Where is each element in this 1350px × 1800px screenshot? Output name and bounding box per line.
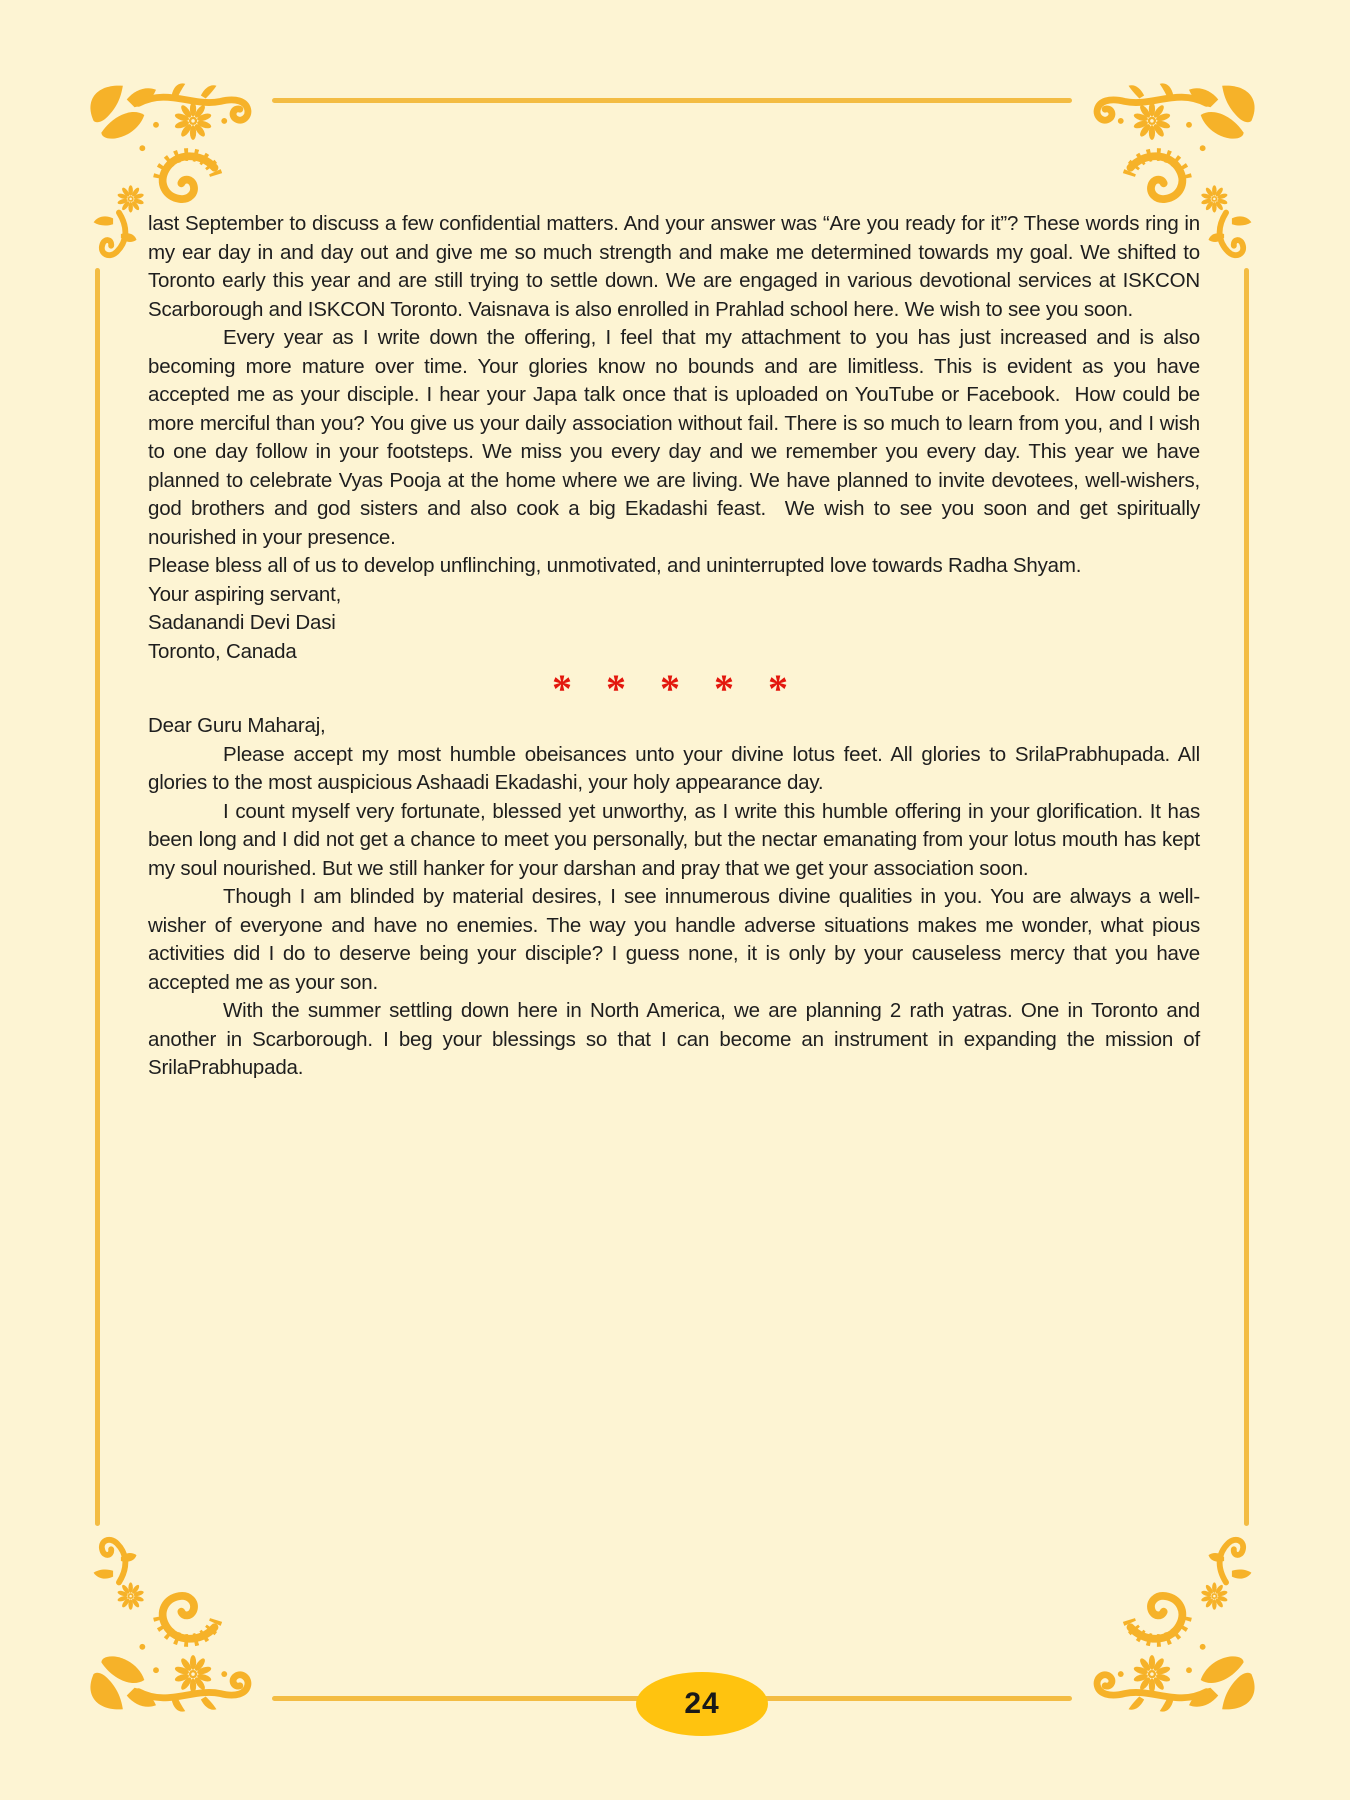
border-line-top xyxy=(272,98,1072,103)
signature-closing: Your aspiring servant, xyxy=(148,582,342,606)
asterisk-separator: * * * * * xyxy=(552,666,796,711)
letter-paragraph: Every year as I write down the offering, I feel that my attachment to you has just increased and is also becoming more mature over time. Your glories know no bounds and are limitless. This is evident as you have accepted me as your disciple. I hear your Japa talk once that is uploaded on YouTube or Facebook. How could be more merciful than you? You give us your daily association without fail. There is so much to learn from you, and I wish to one day follow in your footsteps. We miss you every day and we remember you every day. This year we have planned to celebrate Vyas Pooja at the home where we are living. We have planned to invite devotees, well-wishers, god brothers and god sisters and also cook a big Ekadashi feast. We wish to see you soon and get spiritually nourished in your presence. xyxy=(148,326,1200,549)
border-line-left xyxy=(95,268,100,1526)
floral-corner-ornament-icon xyxy=(78,1522,273,1717)
letter-paragraph: Please accept my most humble obeisances unto your divine lotus feet. All glories to SrilaPrabhupada. All glories to the most auspicious Ashaadi Ekadashi, your holy appearance day. xyxy=(148,742,1200,794)
border-line-right xyxy=(1244,268,1249,1526)
letter-paragraph: last September to discuss a few confidential matters. And your answer was “Are you ready for it”? These words ring in my ear day in and day out and give me so much strength and make me determined towards my goal. We shifted to Toronto early this year and are still trying to settle down. We are engaged in various devotional services at ISKCON Scarborough and ISKCON Toronto. Vaisnava is also enrolled in Prahlad school here. We wish to see you soon. xyxy=(148,212,1200,321)
signature-name: Sadanandi Devi Dasi xyxy=(148,611,336,634)
salutation: Dear Guru Maharaj, xyxy=(148,714,326,737)
blessing-request-line: Please bless all of us to develop unflinching, unmotivated, and uninterrupted love towards Radha Shyam. xyxy=(148,554,1082,577)
letter-paragraph: With the summer settling down here in North America, we are planning 2 rath yatras. One in Toronto and another in Scarborough. I beg your blessings so that I can become an instrument in expanding the mission of SrilaPrabhupada. xyxy=(148,999,1200,1079)
signature-location: Toronto, Canada xyxy=(148,639,297,663)
page-number-badge xyxy=(636,1672,768,1736)
floral-corner-ornament-icon xyxy=(1072,1522,1267,1717)
letter-paragraph: I count myself very fortunate, blessed yet unworthy, as I write this humble offering in your glorification. It has been long and I did not get a chance to meet you personally, but the nectar emanating from your lotus mouth has kept my soul nourished. But we still hanker for your darshan and pray that we get your association soon. xyxy=(148,799,1200,880)
letter-paragraph: Though I am blinded by material desires, I see innumerous divine qualities in you. You are always a well-wisher of everyone and have no enemies. The way you handle adverse situations makes me wonder, what pious activities did I do to deserve being your disciple? I guess none, it is only by your causeless mercy that you have accepted me as your son. xyxy=(148,885,1200,994)
letter-content xyxy=(148,210,1200,1083)
page-number: 24 xyxy=(684,1687,720,1720)
